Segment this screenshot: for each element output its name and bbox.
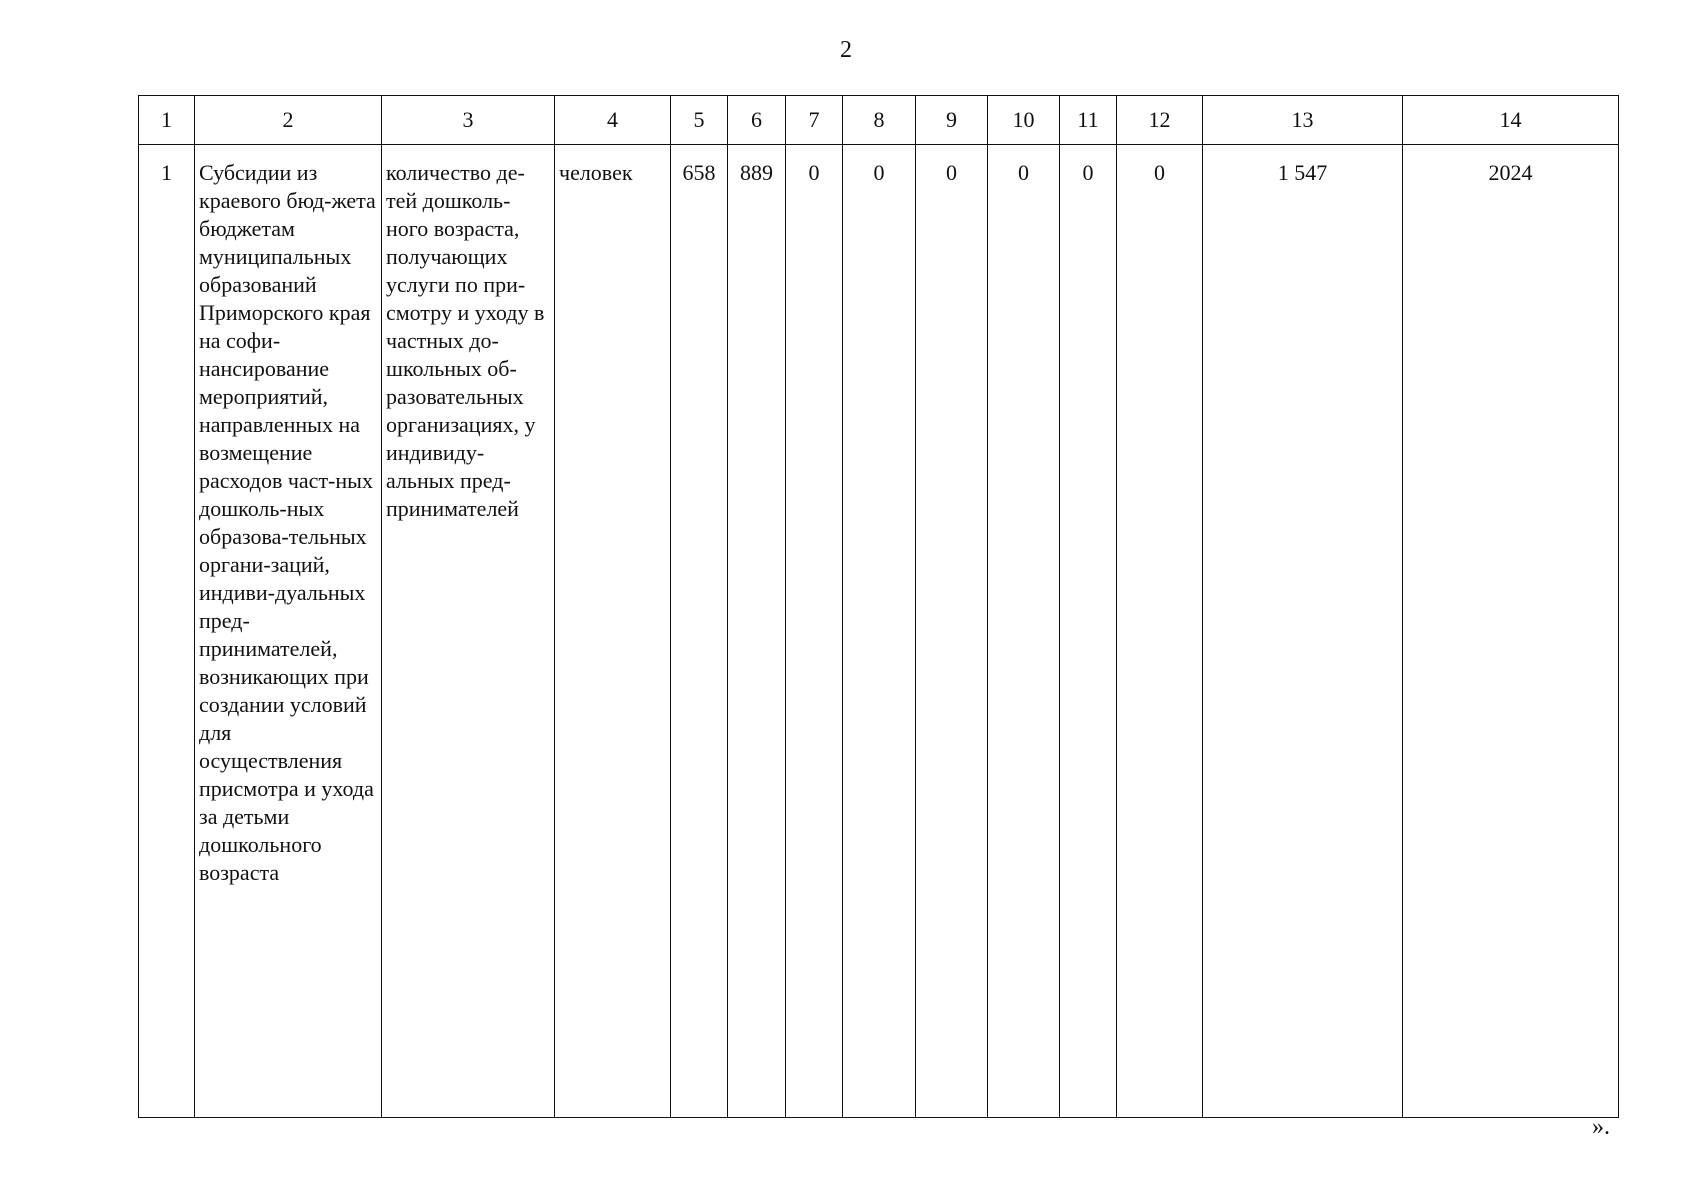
header-cell-3: 3 (382, 96, 555, 145)
value-cell-12: 0 (1117, 145, 1203, 1118)
header-cell-11: 11 (1060, 96, 1117, 145)
year-cell: 2024 (1403, 145, 1619, 1118)
header-cell-13: 13 (1203, 96, 1403, 145)
page-number: 2 (840, 37, 852, 63)
header-cell-14: 14 (1403, 96, 1619, 145)
header-cell-7: 7 (786, 96, 843, 145)
subsidy-description-cell: Субсидии из краевого бюд-жета бюджетам муниципальных образований Приморского края на софи-нансирование мероприятий, направленных на возмещение расходов част-ных дошколь-ных образова-тельных органи-заций, индиви-дуальных пред-принимателей, возникающих при создании условий для осуществления присмотра и ухода за детьми дошкольного возраста (195, 145, 382, 1118)
table-row (139, 145, 1619, 1118)
indicator-table (138, 95, 1619, 1118)
value-cell-8: 0 (843, 145, 916, 1118)
header-cell-6: 6 (728, 96, 786, 145)
header-cell-8: 8 (843, 96, 916, 145)
value-cell-5: 658 (671, 145, 728, 1118)
value-cell-9: 0 (916, 145, 988, 1118)
header-cell-4: 4 (555, 96, 671, 145)
header-cell-1: 1 (139, 96, 195, 145)
header-cell-12: 12 (1117, 96, 1203, 145)
header-cell-9: 9 (916, 96, 988, 145)
indicator-cell: количество де-тей дошколь-ного возраста, получающих услуги по при-смотру и уходу в частных до-школьных об-разовательных организациях, у индивиду-альных пред-принимателей (382, 145, 555, 1118)
closing-quote-mark: ». (1592, 1114, 1610, 1140)
unit-cell: человек (555, 145, 671, 1118)
value-cell-10: 0 (988, 145, 1060, 1118)
value-cell-11: 0 (1060, 145, 1117, 1118)
header-cell-10: 10 (988, 96, 1060, 145)
table-header-row (139, 96, 1619, 145)
header-cell-5: 5 (671, 96, 728, 145)
value-cell-7: 0 (786, 145, 843, 1118)
header-cell-2: 2 (195, 96, 382, 145)
row-number-cell: 1 (139, 145, 195, 1118)
total-cell: 1 547 (1203, 145, 1403, 1118)
value-cell-6: 889 (728, 145, 786, 1118)
